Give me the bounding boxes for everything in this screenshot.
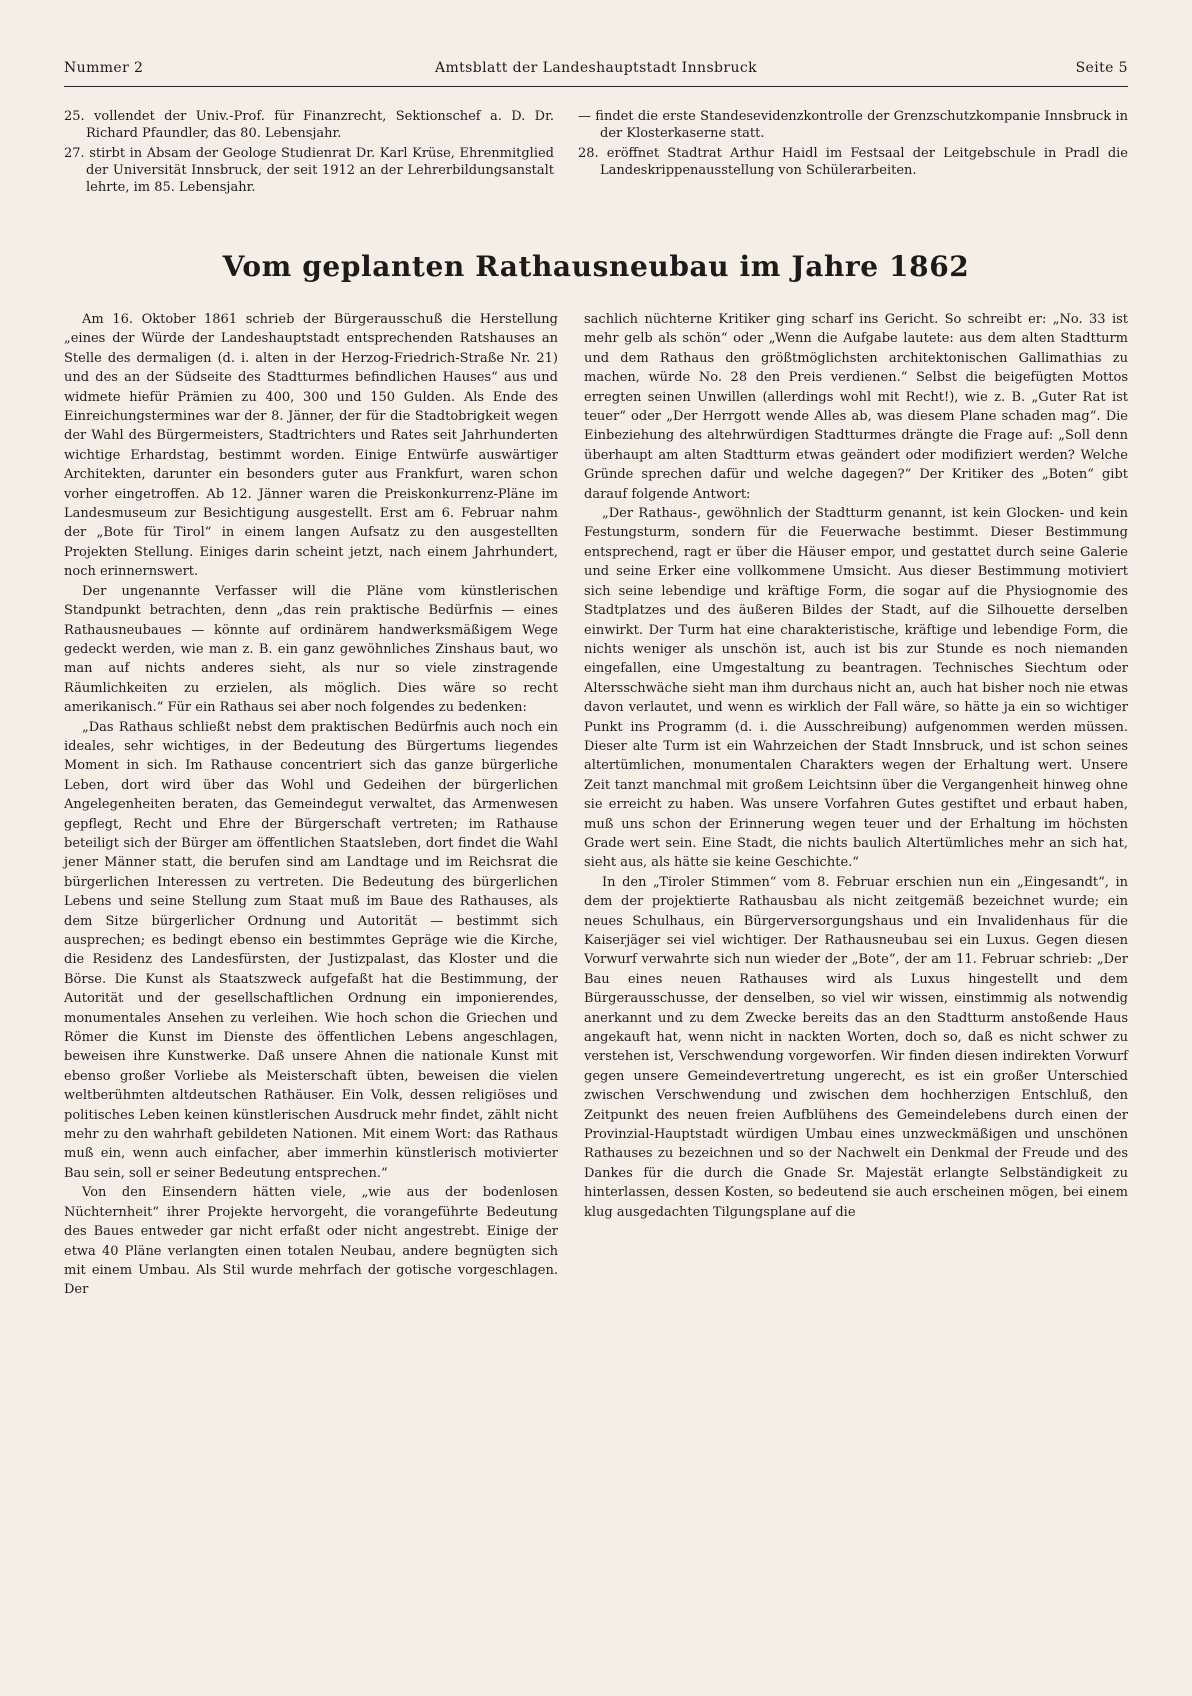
article-paragraph: „Der Rathaus-, gewöhnlich der Stadtturm genannt, ist kein Glocken- und kein Festungsturm, sondern für die Feuerwache bestimmt. Dieser Bestimmung entsprechend, ragt er über die Häuser empor, und gestattet durch seine Galerie und seine Erker eine vollkommene Umsicht. Aus dieser Bestimmung motiviert sich seine lebendige und kräftige Form, die sogar auf die Physiognomie des Stadtplatzes und des äußeren Bildes der Stadt, auf die Silhouette derselben einwirkt. Der Turm hat eine charakteristische, kräftige und lebendige Form, die nichts weniger als unschön ist, auch ist bis zur Stunde es noch niemanden eingefallen, eine Umgestaltung zu beantragen. Technisches Siechtum oder Altersschwäche sieht man ihm durchaus nicht an, auch hat bisher noch nie etwas davon verlautet, und wenn es wirklich der Fall wäre, so hätte ja ein so wichtiger Punkt ins Programm (d. i. die Ausschreibung) aufgenommen werden müssen. Dieser alte Turm ist ein Wahrzeichen der Stadt Innsbruck, und ist schon seines altertümlichen, monumentalen Charakters wegen der Erhaltung wert. Unsere Zeit tanzt manchmal mit großem Leichtsinn über die Vergangenheit hinweg ohne sie erreicht zu haben. Was unsere Vorfahren Gutes gestiftet und erbaut haben, muß uns schon der Erinnerung wegen teuer und der Erhaltung im höchsten Grade wert sein. Eine Stadt, die nichts baulich Altertümliches mehr an sich hat, sieht aus, als hätte sie keine Geschichte.“ bbox=[584, 506, 1128, 871]
page-header bbox=[64, 60, 1128, 84]
chronicle-entry: 25. vollendet der Univ.-Prof. für Finanzrecht, Sektionschef a. D. Dr. Richard Pfaundler, das 80. Lebensjahr. bbox=[64, 109, 554, 141]
article-title: Vom geplanten Rathausneubau im Jahre 1862 bbox=[222, 250, 970, 283]
article-paragraph: sachlich nüchterne Kritiker ging scharf ins Gericht. So schreibt er: „No. 33 ist mehr gelb als schön“ oder „Wenn die Aufgabe lautete: aus dem alten Stadtturm und dem Rathaus den größtmöglichsten architektonischen Gallimathias zu machen, würde No. 28 den Preis verdienen.“ Selbst die beigefügten Mottos erregten seinen Unwillen (allerdings wohl mit Recht!), wie z. B. „Guter Rat ist teuer“ oder „Der Herrgott wende Alles ab, was diesem Plane schaden mag“. Die Einbeziehung des altehrwürdigen Stadtturmes drängte die Frage auf: „Soll denn überhaupt am alten Stadtturm etwas geändert oder modifiziert werden? Welche Gründe sprechen dafür und welche dagegen?“ Der Kritiker des „Boten“ gibt darauf folgende Antwort: bbox=[584, 312, 1128, 502]
header-rule bbox=[64, 86, 1128, 87]
article-column-left bbox=[64, 310, 558, 1550]
chronicle-entry: 27. stirbt in Absam der Geologe Studienrat Dr. Karl Krüse, Ehrenmitglied der Universität Innsbruck, der seit 1912 an der Lehrerbildungsanstalt lehrte, im 85. Lebensjahr. bbox=[64, 146, 554, 195]
chronicle-entry: — findet die erste Standesevidenzkontrolle der Grenzschutzkompanie Innsbruck in der Klosterkaserne statt. bbox=[578, 109, 1128, 141]
issue-number: Nummer 2 bbox=[64, 60, 144, 76]
article-paragraph: Von den Einsendern hätten viele, „wie aus der bodenlosen Nüchternheit“ ihrer Projekte hervorgeht, die vorangeführte Bedeutung des Baues entweder gar nicht erfaßt oder nicht angestrebt. Einige der etwa 40 Pläne verlangten einen totalen Neubau, andere begnügten sich mit einem Umbau. Als Stil wurde mehrfach der gotische vorgeschlagen. Der bbox=[64, 1185, 558, 1298]
article-paragraph: In den „Tiroler Stimmen“ vom 8. Februar erschien nun ein „Eingesandt“, in dem der projektierte Rathausbau als nicht zeitgemäß bezeichnet wurde; ein neues Schulhaus, ein Bürgerversorgungshaus und ein Invalidenhaus für die Kaiserjäger sei viel wichtiger. Der Rathausneubau sei ein Luxus. Gegen diesen Vorwurf verwahrte sich nun wieder der „Bote“, der am 11. Februar schrieb: „Der Bau eines neuen Rathauses wird als Luxus hingestellt und dem Bürgerausschusse, der denselben, so viel wir wissen, einstimmig als notwendig anerkannt und zu dem Zwecke bereits das an den Stadtturm anstoßende Haus angekauft hat, wenn nicht in nackten Worten, doch so, daß es nicht schwer zu verstehen ist, Verschwendung vorgeworfen. Wir finden diesen indirekten Vorwurf gegen unsere Gemeindevertretung ungerecht, es ist ein großer Unterschied zwischen Verschwendung und zwischen dem hochherzigen Entschluß, den Zeitpunkt des neuen freien Aufblühens des Gemeindelebens durch einen der Provinzial-Hauptstadt würdigen Umbau eines unzweckmäßigen und unschönen Rathauses zu bezeichnen und so der Nachwelt ein Denkmal der Freude und des Dankes für die durch die Gnade Sr. Majestät erlangte Selbständigkeit zu hinterlassen, dessen Kosten, so bedeutend sie auch erscheinen mögen, bei einem klug ausgedachten Tilgungsplane auf die bbox=[584, 874, 1128, 1220]
article-paragraph: „Das Rathaus schließt nebst dem praktischen Bedürfnis auch noch ein ideales, sehr wichtiges, in der Bedeutung des Bürgertums liegendes Moment in sich. Im Rathause concentriert sich das ganze bürgerliche Leben, dort wird über das Wohl und Gedeihen der bürgerlichen Angelegenheiten beraten, das Gemeindegut verwaltet, das Armenwesen gepflegt, Recht und Ehre der Bürgerschaft vertreten; im Rathause beteiligt sich der Bürger am öffentlichen Staatsleben, dort findet die Wahl jener Männer statt, die berufen sind am Landtage und im Reichsrat die bürgerlichen Interessen zu vertreten. Die Bedeutung des bürgerlichen Lebens und seine Stellung zum Staat muß im Baue des Rathauses, als dem Sitze bürgerlicher Ordnung und Autorität — bestimmt sich ausprechen; es bedingt ebenso ein bestimmtes Gepräge wie die Kirche, die Residenz des Landesfürsten, der Justizpalast, das Kloster und die Börse. Die Kunst als Staatszweck aufgefaßt hat die Bestimmung, der Autorität und der gesellschaftlichen Ordnung ein imponierendes, monumentales Ansehen zu verleihen. Wie hoch schon die Griechen und Römer die Kunst im Dienste des öffentlichen Lebens angeschlagen, beweisen ihre Kunstwerke. Daß unsere Ahnen die nationale Kunst mit ebenso großer Vorliebe als Meisterschaft übten, beweisen die vielen weltberühmten altdeutschen Rathäuser. Ein Volk, dessen religiöses und politisches Leben keinen künstlerischen Ausdruck mehr findet, zählt nicht mehr zu den wahrhaft gebildeten Nationen. Mit einem Wort: das Rathaus muß ein, wenn auch einfacher, aber immerhin künstlerisch motivierter Bau sein, soll er seiner Bedeutung entsprechen.“ bbox=[64, 719, 558, 1181]
article-paragraph: Am 16. Oktober 1861 schrieb der Bürgerausschuß die Herstellung „eines der Würde der Landeshauptstadt entsprechenden Ratshauses an Stelle des dermaligen (d. i. alten in der Herzog-Friedrich-Straße Nr. 21) und des an der Südseite des Stadtturmes befindlichen Hauses“ aus und widmete hiefür Prämien zu 400, 300 und 150 Gulden. Als Ende des Einreichungstermines war der 8. Jänner, der für die Stadtobrigkeit wegen der Wahl des Bürgermeisters, Stadtrichters und Rates seit Jahrhunderten wichtige Erhardstag, bestimmt worden. Einige Entwürfe auswärtiger Architekten, darunter ein besonders guter aus Frankfurt, waren schon vorher eingetroffen. Ab 12. Jänner waren die Preiskonkurrenz-Pläne im Landesmuseum zur Besichtigung ausgestellt. Erst am 6. Februar nahm der „Bote für Tirol“ in einem langen Aufsatz zu den ausgestellten Projekten Stellung. Einiges darin scheint jetzt, nach einem Jahrhundert, noch erinnernswert. bbox=[64, 312, 558, 580]
chronicle-notes-right bbox=[578, 108, 1128, 182]
chronicle-entry: 28. eröffnet Stadtrat Arthur Haidl im Festsaal der Leitgebschule in Pradl die Landeskrippenausstellung von Schülerarbeiten. bbox=[578, 146, 1128, 178]
page-number: Seite 5 bbox=[1075, 60, 1128, 76]
article-paragraph: Der ungenannte Verfasser will die Pläne vom künstlerischen Standpunkt betrachten, denn „das rein praktische Bedürfnis — eines Rathausneubaues — könnte auf ordinärem handwerksmäßigem Wege gedeckt werden, wie man z. B. ein ganz gewöhnliches Zinshaus baut, wo man auf nichts anderes sieht, als nur so viele zinstragende Räumlichkeiten zu erzielen, als möglich. Dies wäre so recht amerikanisch.“ Für ein Rathaus sei aber noch folgendes zu bedenken: bbox=[64, 583, 558, 716]
article-column-right bbox=[584, 310, 1128, 1550]
publication-title: Amtsblatt der Landeshauptstadt Innsbruck bbox=[434, 60, 758, 76]
chronicle-notes-left bbox=[64, 108, 554, 199]
